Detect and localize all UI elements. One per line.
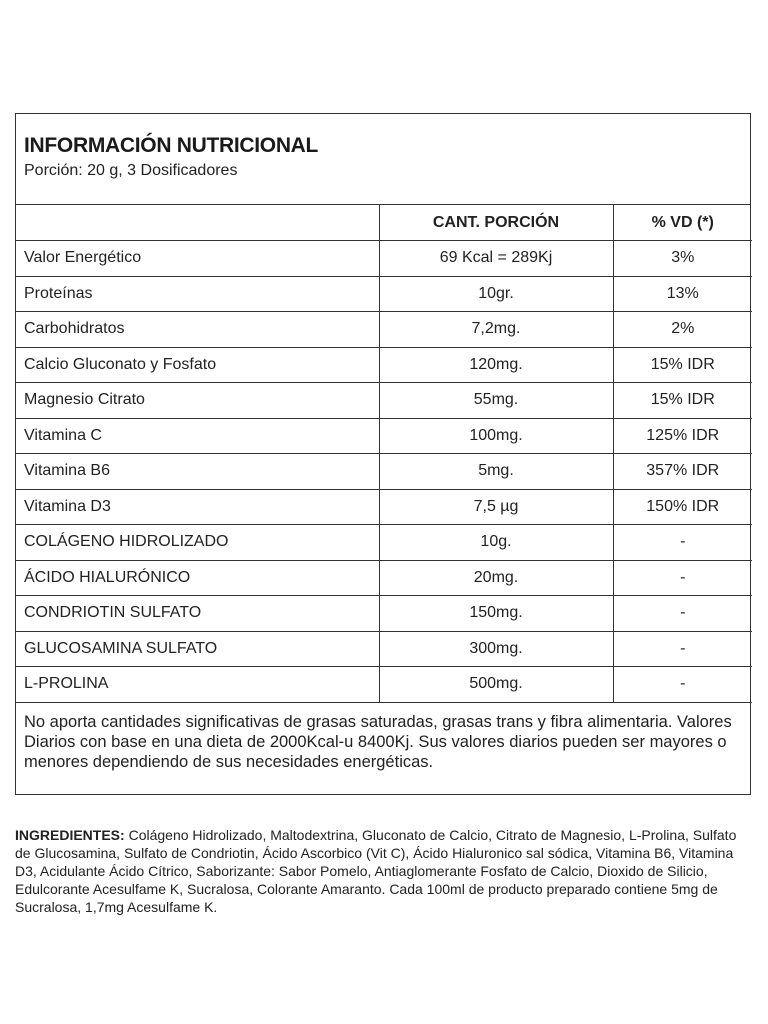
table-row (16, 418, 752, 454)
table-header-row (16, 205, 752, 241)
nutrition-title: INFORMACIÓN NUTRICIONAL (24, 134, 319, 157)
nutrition-header (16, 114, 750, 205)
table-row (16, 596, 752, 632)
serving-size: Porción: 20 g, 3 Dosificadores (24, 162, 238, 179)
nutrient-name: Calcio Gluconato y Fosfato (16, 347, 379, 383)
nutrient-amount: 100mg. (379, 418, 613, 454)
table-row (16, 383, 752, 419)
nutrient-dv: 15% IDR (613, 347, 752, 383)
table-row (16, 489, 752, 525)
nutrient-name: Carbohidratos (16, 312, 379, 348)
table-row (16, 312, 752, 348)
nutrient-amount: 7,5 µg (379, 489, 613, 525)
nutrient-name: GLUCOSAMINA SULFATO (16, 631, 379, 667)
nutrient-dv: - (613, 667, 752, 703)
table-row (16, 241, 752, 277)
nutrient-amount: 120mg. (379, 347, 613, 383)
nutrient-dv: 150% IDR (613, 489, 752, 525)
nutrient-name: Vitamina D3 (16, 489, 379, 525)
nutrition-facts-panel (15, 113, 751, 795)
column-header-amount: CANT. PORCIÓN (379, 205, 613, 241)
ingredients-block (15, 826, 743, 916)
nutrient-amount: 10g. (379, 525, 613, 561)
table-row (16, 667, 752, 703)
nutrient-dv: 15% IDR (613, 383, 752, 419)
column-header-dv: % VD (*) (613, 205, 752, 241)
table-row (16, 347, 752, 383)
column-header-nutrient (16, 205, 379, 241)
nutrient-amount: 10gr. (379, 276, 613, 312)
nutrient-amount: 150mg. (379, 596, 613, 632)
nutrient-name: COLÁGENO HIDROLIZADO (16, 525, 379, 561)
nutrition-table (16, 205, 752, 703)
nutrient-dv: 13% (613, 276, 752, 312)
table-row (16, 560, 752, 596)
nutrient-dv: 2% (613, 312, 752, 348)
nutrient-amount: 69 Kcal = 289Kj (379, 241, 613, 277)
ingredients-label: INGREDIENTES: (15, 827, 125, 843)
table-row (16, 631, 752, 667)
nutrient-name: L-PROLINA (16, 667, 379, 703)
nutrient-dv: 357% IDR (613, 454, 752, 490)
nutrient-name: ÁCIDO HIALURÓNICO (16, 560, 379, 596)
table-row (16, 525, 752, 561)
nutrient-amount: 500mg. (379, 667, 613, 703)
nutrient-amount: 300mg. (379, 631, 613, 667)
table-row (16, 276, 752, 312)
nutrient-name: Vitamina B6 (16, 454, 379, 490)
table-row (16, 454, 752, 490)
table-body (16, 241, 752, 703)
nutrient-dv: 125% IDR (613, 418, 752, 454)
nutrient-dv: - (613, 596, 752, 632)
nutrient-amount: 20mg. (379, 560, 613, 596)
nutrient-amount: 7,2mg. (379, 312, 613, 348)
ingredients-text: Colágeno Hidrolizado, Maltodextrina, Gluconato de Calcio, Citrato de Magnesio, L-Prolina, Sulfato de Glucosamina, Sulfato de Condriotin, Ácido Ascorbico (Vit C), Ácido Hialuronico sal sódica, Vitamina B6, Vitamina D3, Acidulante Ácido Cítrico, Saborizante: Sabor Pomelo, Antiaglomerante Fosfato de Calcio, Dioxido de Silicio, Edulcorante Acesulfame K, Sucralosa, Colorante Amaranto. Cada 100ml de producto preparado contiene 5mg de Sucralosa, 1,7mg Acesulfame K. (15, 827, 737, 915)
nutrient-name: Vitamina C (16, 418, 379, 454)
footnote: No aporta cantidades significativas de grasas saturadas, grasas trans y fibra alimentaria. Valores Diarios con base en una dieta de 2000Kcal-u 8400Kj. Sus valores diarios pueden ser mayores o menores dependiendo de sus necesidades energéticas. (24, 712, 732, 771)
nutrient-name: Valor Energético (16, 241, 379, 277)
nutrient-name: Magnesio Citrato (16, 383, 379, 419)
nutrient-dv: 3% (613, 241, 752, 277)
nutrient-dv: - (613, 560, 752, 596)
nutrient-amount: 5mg. (379, 454, 613, 490)
nutrient-dv: - (613, 631, 752, 667)
nutrient-amount: 55mg. (379, 383, 613, 419)
nutrient-name: Proteínas (16, 276, 379, 312)
nutrient-name: CONDRIOTIN SULFATO (16, 596, 379, 632)
nutrient-dv: - (613, 525, 752, 561)
